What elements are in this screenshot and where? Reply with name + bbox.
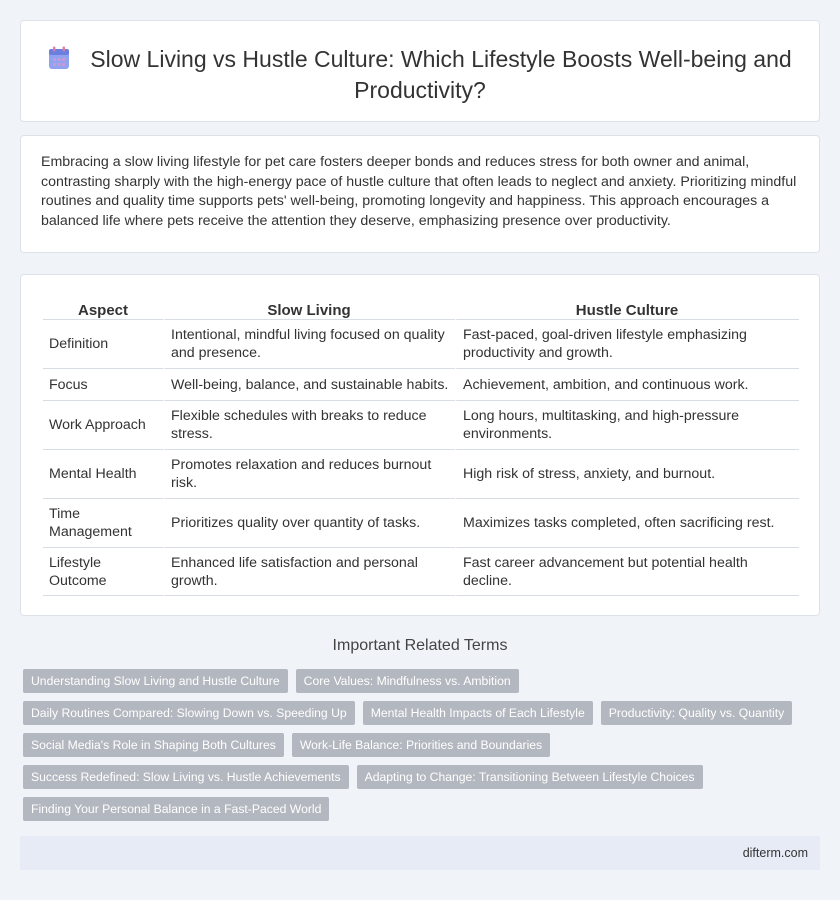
related-term-tag[interactable]: Daily Routines Compared: Slowing Down vs. Speeding Up — [23, 701, 355, 725]
row-slow-living: Flexible schedules with breaks to reduce stress. — [163, 400, 455, 449]
related-term-tag[interactable]: Finding Your Personal Balance in a Fast-Paced World — [23, 797, 329, 821]
row-aspect: Definition — [43, 319, 163, 368]
header-card — [20, 20, 820, 122]
row-hustle-culture: Long hours, multitasking, and high-pressure environments. — [455, 400, 799, 449]
table-row — [43, 547, 799, 596]
related-terms-title: Important Related Terms — [332, 637, 508, 654]
related-term-tag[interactable]: Mental Health Impacts of Each Lifestyle — [363, 701, 593, 725]
related-term-tag[interactable]: Adapting to Change: Transitioning Between Lifestyle Choices — [357, 765, 703, 789]
row-aspect: Work Approach — [43, 400, 163, 449]
table-header-row — [43, 295, 799, 319]
row-slow-living: Enhanced life satisfaction and personal growth. — [163, 547, 455, 596]
page-title-wrap — [21, 44, 819, 106]
table-row — [43, 319, 799, 368]
page-title: Slow Living vs Hustle Culture: Which Lifestyle Boosts Well-being and Productivity? — [90, 46, 792, 103]
row-slow-living: Intentional, mindful living focused on quality and presence. — [163, 319, 455, 368]
table-row — [43, 400, 799, 449]
related-term-tag[interactable]: Work-Life Balance: Priorities and Boundaries — [292, 733, 550, 757]
header-slow-living: Slow Living — [267, 302, 351, 319]
related-term-tag[interactable]: Social Media's Role in Shaping Both Cultures — [23, 733, 284, 757]
row-slow-living: Promotes relaxation and reduces burnout risk. — [163, 449, 455, 498]
calendar-icon — [48, 46, 70, 70]
comparison-table — [43, 295, 799, 596]
row-hustle-culture: Achievement, ambition, and continuous work. — [455, 368, 799, 400]
related-terms-list — [23, 669, 813, 821]
row-hustle-culture: High risk of stress, anxiety, and burnout. — [455, 449, 799, 498]
header-hustle-culture: Hustle Culture — [575, 302, 679, 319]
intro-card — [20, 135, 820, 253]
row-slow-living: Prioritizes quality over quantity of tasks. — [163, 498, 455, 547]
related-term-tag[interactable]: Productivity: Quality vs. Quantity — [601, 701, 792, 725]
comparison-card — [20, 274, 820, 616]
row-hustle-culture: Fast-paced, goal-driven lifestyle emphasizing productivity and growth. — [455, 319, 799, 368]
intro-paragraph: Embracing a slow living lifestyle for pet care fosters deeper bonds and reduces stress for both owner and animal, contrasting sharply with the high-energy pace of hustle culture that often leads to neglect and anxiety. Prioritizing mindful routines and quality time supports pets' well-being, promoting longevity and happiness. This approach encourages a balanced life where pets receive the attention they deserve, emphasizing presence over productivity. — [41, 154, 797, 229]
table-row — [43, 449, 799, 498]
related-term-tag[interactable]: Understanding Slow Living and Hustle Culture — [23, 669, 288, 693]
row-aspect: Time Management — [43, 498, 163, 547]
table-row — [43, 368, 799, 400]
related-term-tag[interactable]: Success Redefined: Slow Living vs. Hustle Achievements — [23, 765, 349, 789]
row-aspect: Focus — [43, 368, 163, 400]
related-term-tag[interactable]: Core Values: Mindfulness vs. Ambition — [296, 669, 519, 693]
footer-site-link[interactable]: difterm.com — [742, 846, 808, 860]
row-hustle-culture: Maximizes tasks completed, often sacrificing rest. — [455, 498, 799, 547]
table-row — [43, 498, 799, 547]
footer — [20, 836, 820, 870]
row-aspect: Lifestyle Outcome — [43, 547, 163, 596]
row-slow-living: Well-being, balance, and sustainable habits. — [163, 368, 455, 400]
row-hustle-culture: Fast career advancement but potential health decline. — [455, 547, 799, 596]
header-aspect: Aspect — [77, 302, 129, 319]
row-aspect: Mental Health — [43, 449, 163, 498]
